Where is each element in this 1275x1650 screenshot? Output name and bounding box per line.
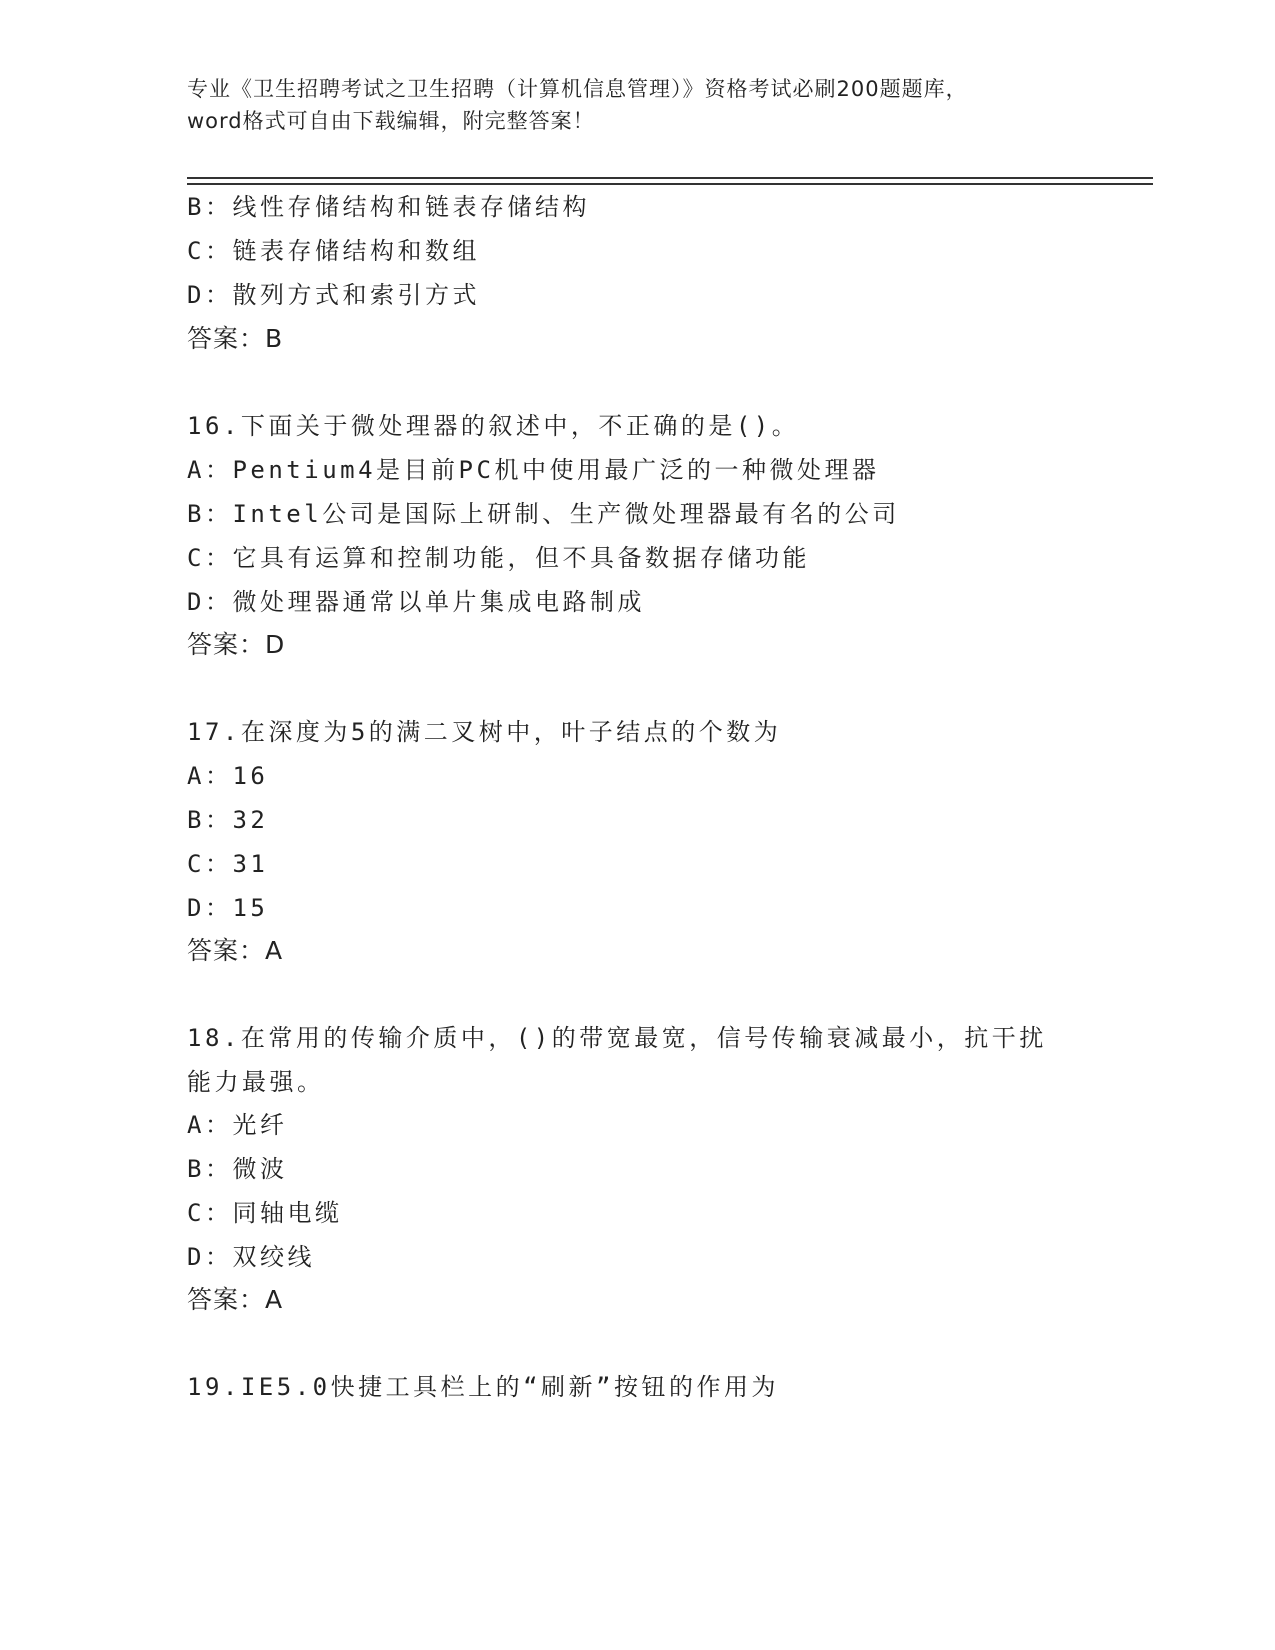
q15-option-d: D：散列方式和索引方式 xyxy=(187,281,480,309)
q16-stem: 16.下面关于微处理器的叙述中，不正确的是()。 xyxy=(187,412,800,440)
header-rule-top xyxy=(187,177,1153,179)
q18-stem-line-1: 18.在常用的传输介质中，()的带宽最宽，信号传输衰减最小，抗干扰 xyxy=(187,1024,1047,1052)
q19-stem: 19.IE5.0快捷工具栏上的“刷新”按钮的作用为 xyxy=(187,1373,779,1401)
q16-option-b: B：Intel公司是国际上研制、生产微处理器最有名的公司 xyxy=(187,500,900,528)
q15-answer: 答案：B xyxy=(187,324,284,353)
q17-option-a: A：16 xyxy=(187,762,269,790)
q17-option-b: B：32 xyxy=(187,806,269,834)
q17-stem: 17.在深度为5的满二叉树中，叶子结点的个数为 xyxy=(187,718,782,746)
q16-option-d: D：微处理器通常以单片集成电路制成 xyxy=(187,588,645,616)
header-rule-bottom xyxy=(187,183,1153,185)
q17-answer: 答案：A xyxy=(187,936,284,965)
q15-option-c: C：链表存储结构和数组 xyxy=(187,237,480,265)
q16-option-c: C：它具有运算和控制功能，但不具备数据存储功能 xyxy=(187,544,810,572)
q18-option-a: A：光纤 xyxy=(187,1111,288,1139)
q18-answer: 答案：A xyxy=(187,1285,284,1314)
header-line-2: word格式可自由下载编辑，附完整答案！ xyxy=(187,109,595,133)
header-line-1: 专业《卫生招聘考试之卫生招聘（计算机信息管理）》资格考试必刷200题题库， xyxy=(187,77,968,101)
document-header xyxy=(187,73,1087,137)
q18-option-b: B：微波 xyxy=(187,1155,288,1183)
q18-stem-line-2: 能力最强。 xyxy=(187,1068,325,1096)
q16-option-a: A：Pentium4是目前PC机中使用最广泛的一种微处理器 xyxy=(187,456,880,484)
q15-option-b: B：线性存储结构和链表存储结构 xyxy=(187,193,590,221)
q17-option-c: C：31 xyxy=(187,850,269,878)
q17-option-d: D：15 xyxy=(187,894,269,922)
q18-option-c: C：同轴电缆 xyxy=(187,1199,343,1227)
q16-answer: 答案：D xyxy=(187,630,286,659)
q18-option-d: D：双绞线 xyxy=(187,1243,315,1271)
